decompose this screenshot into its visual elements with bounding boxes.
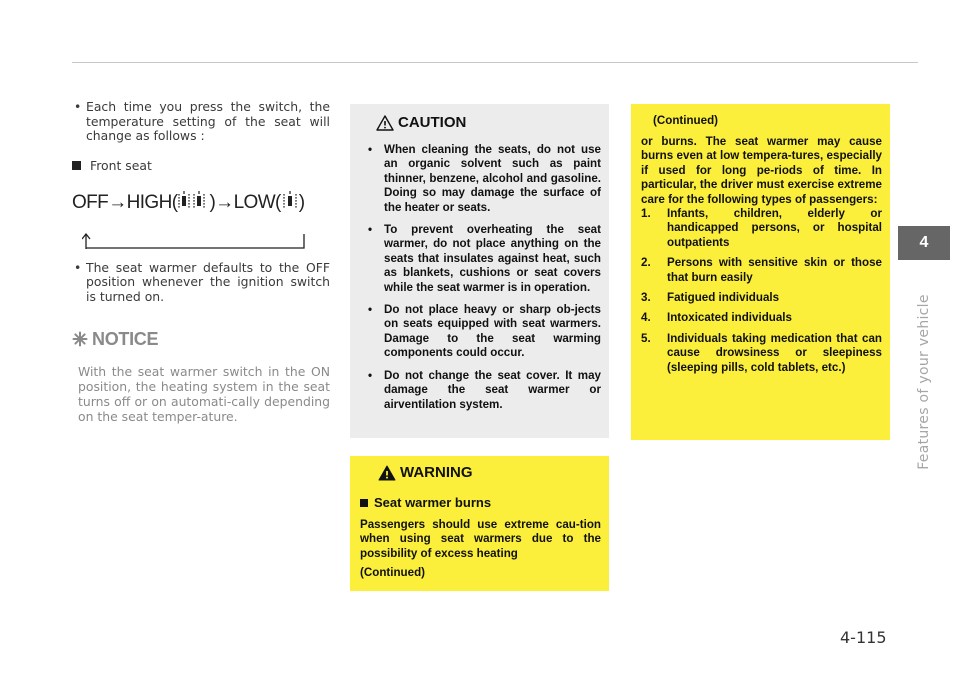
warning-continued: (Continued)	[360, 566, 426, 580]
notice-body: With the seat warmer switch in the ON position, the heating system in the seat turns off or on automati-cally depending on the seat temper-ature.	[78, 363, 330, 424]
close-paren-1: )	[209, 191, 216, 213]
list-item: 2. Persons with sensitive skin or those that burn easily	[641, 256, 882, 284]
front-seat-heading	[72, 158, 330, 173]
off-label: OFF	[72, 191, 109, 213]
list-item: • When cleaning the seats, do not use an organic solvent such as paint thinner, benzene, alcohol and gasoline. Doing so may damage the surface of the heater or seats.	[368, 143, 601, 214]
square-bullet-icon	[360, 499, 368, 507]
notice-title: NOTICE	[92, 328, 159, 349]
list-item: 4. Intoxicated individuals	[641, 311, 792, 325]
list-item: 5. Individuals taking medication that can cause drowsiness or sleepiness (sleeping pills, cold tablets, etc.)	[641, 331, 882, 374]
seat-heat-low-icon	[281, 191, 299, 211]
bullet-dot: •	[74, 259, 82, 275]
bullet-dot: •	[74, 99, 82, 114]
low-label: LOW(	[233, 191, 281, 213]
arrow-icon: →	[215, 191, 234, 213]
seat-heat-high-icon	[177, 191, 209, 211]
continued-body: or burns. The seat warmer may cause burns even at low tempera-tures, especially if used for long pe-riods of time. In particular, the driver must exercise extreme care for the following types of passengers:	[641, 135, 882, 206]
bullet-temperature-setting	[72, 100, 330, 144]
bullet-text: The seat warmer defaults to the OFF position whenever the ignition switch is turned on.	[86, 259, 330, 304]
section-title-vertical: Features of your vehicle	[916, 294, 932, 470]
asterisk-icon	[72, 331, 88, 347]
warning-body: Passengers should use extreme cau-tion when using seat warmers due to the possibility of excess heating	[360, 518, 601, 560]
caution-box	[350, 104, 609, 438]
heat-sequence	[72, 191, 305, 214]
notice-heading	[72, 329, 330, 350]
close-paren-2: )	[298, 191, 305, 213]
list-item: • Do not place heavy or sharp ob-jects on seats equipped with seat warmers. Damage to the seat warming components could occur.	[368, 303, 601, 360]
continued-heading: (Continued)	[653, 114, 719, 127]
warning-heading	[378, 464, 601, 481]
chapter-tab: 4	[898, 226, 950, 260]
warning-subtitle: Seat warmer burns	[374, 495, 492, 510]
list-item: • Do not change the seat cover. It may damage the seat warmer or airventilation system.	[368, 368, 601, 411]
square-bullet-icon	[72, 161, 81, 170]
high-label: HIGH(	[126, 191, 178, 213]
caution-list	[364, 143, 601, 412]
bullet-text: Each time you press the switch, the temperature setting of the seat will change as follows :	[86, 99, 330, 144]
heat-level-diagram	[72, 189, 330, 261]
caution-heading	[376, 114, 601, 131]
list-item: 3. Fatigued individuals	[641, 291, 780, 305]
page-number: 4-115	[840, 628, 887, 647]
caution-title: CAUTION	[398, 114, 467, 131]
front-seat-label: Front seat	[90, 157, 152, 173]
list-item: 1. Infants, children, elderly or handicapped persons, or hospital outpatients	[641, 207, 882, 249]
passenger-list	[641, 207, 882, 375]
warning-box	[350, 456, 609, 591]
list-item: • To prevent overheating the seat warmer, do not place anything on the seats that insulates against heat, such as blankets, cushions or seat covers while the seat warmer is in operation.	[368, 223, 601, 294]
warning-title: WARNING	[400, 464, 473, 481]
caution-triangle-icon	[376, 115, 394, 131]
bullet-default-off	[72, 261, 330, 305]
arrow-icon: →	[108, 191, 127, 213]
warning-subheading	[360, 495, 601, 510]
warning-continued-box	[631, 104, 890, 440]
left-column	[72, 100, 330, 424]
warning-triangle-icon	[378, 465, 396, 481]
top-rule	[72, 62, 918, 63]
cycle-return-arrow-icon	[82, 233, 306, 249]
